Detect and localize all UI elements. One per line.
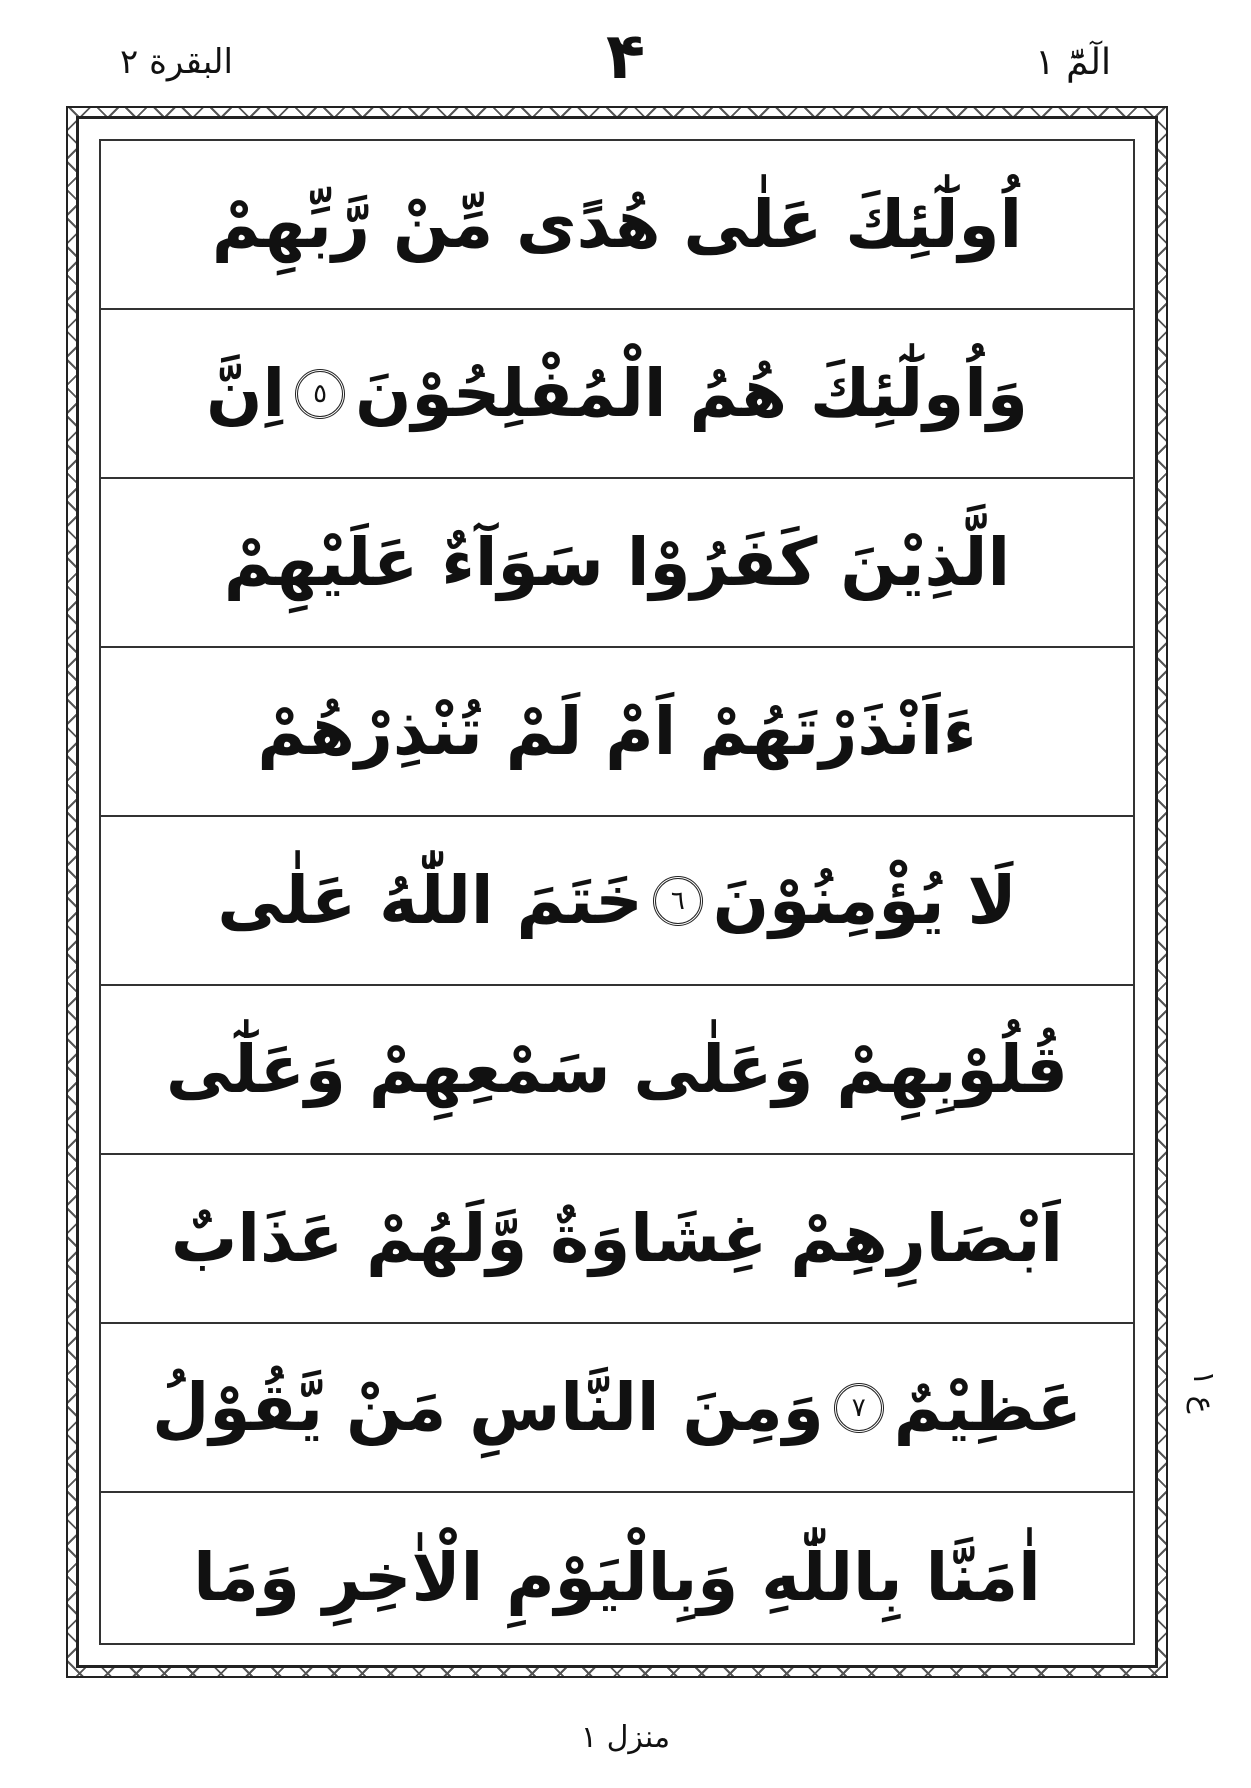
ayah-end-marker: ٥ bbox=[295, 369, 345, 419]
verse-text: اٰمَنَّا بِاللّٰهِ وَبِالْيَوْمِ الْاٰخِرِ وَمَا bbox=[193, 1538, 1041, 1616]
juz-name: الٓمّٓ ١ bbox=[1035, 42, 1111, 83]
verse-line bbox=[101, 1324, 1133, 1493]
decorative-border-frame bbox=[66, 106, 1168, 1678]
frame-inner bbox=[76, 116, 1158, 1668]
verse-text: اَبْصَارِهِمْ غِشَاوَةٌ وَّلَهُمْ عَذَابٌ bbox=[171, 1199, 1063, 1277]
verse-text: الَّذِيْنَ كَفَرُوْا سَوَآءٌ عَلَيْهِمْ bbox=[223, 523, 1011, 601]
verse-text: وَمِنَ النَّاسِ مَنْ يَّقُوْلُ bbox=[152, 1368, 824, 1446]
verse-line bbox=[101, 817, 1133, 986]
verse-text-box bbox=[99, 139, 1135, 1645]
verse-text: اُولٰٓئِكَ عَلٰى هُدًى مِّنْ رَّبِّهِمْ bbox=[211, 185, 1023, 263]
page-number: ۴ bbox=[605, 20, 646, 94]
verse-line bbox=[101, 1155, 1133, 1324]
verse-line bbox=[101, 310, 1133, 479]
ayah-end-marker: ٧ bbox=[834, 1383, 884, 1433]
verse-text: عَظِيْمٌ bbox=[893, 1368, 1082, 1446]
ruku-marker: ع ١ bbox=[1186, 1370, 1221, 1414]
verse-line bbox=[101, 648, 1133, 817]
verse-text: قُلُوْبِهِمْ وَعَلٰى سَمْعِهِمْ وَعَلٰٓى bbox=[166, 1030, 1068, 1108]
ayah-end-marker: ٦ bbox=[653, 876, 703, 926]
verse-line bbox=[101, 986, 1133, 1155]
verse-line bbox=[101, 1493, 1133, 1662]
verse-text: وَاُولٰٓئِكَ هُمُ الْمُفْلِحُوْنَ bbox=[355, 354, 1028, 432]
verse-text: لَا يُؤْمِنُوْنَ bbox=[712, 861, 1017, 939]
surah-name: البقرة ٢ bbox=[120, 42, 233, 82]
verse-text: خَتَمَ اللّٰهُ عَلٰى bbox=[217, 861, 643, 939]
manzil-footer: منزل ١ bbox=[580, 1720, 671, 1755]
verse-text: ءَاَنْذَرْتَهُمْ اَمْ لَمْ تُنْذِرْهُمْ bbox=[257, 692, 977, 770]
verse-line bbox=[101, 141, 1133, 310]
page-header bbox=[0, 0, 1251, 110]
verse-text: اِنَّ bbox=[206, 354, 286, 432]
verse-line bbox=[101, 479, 1133, 648]
